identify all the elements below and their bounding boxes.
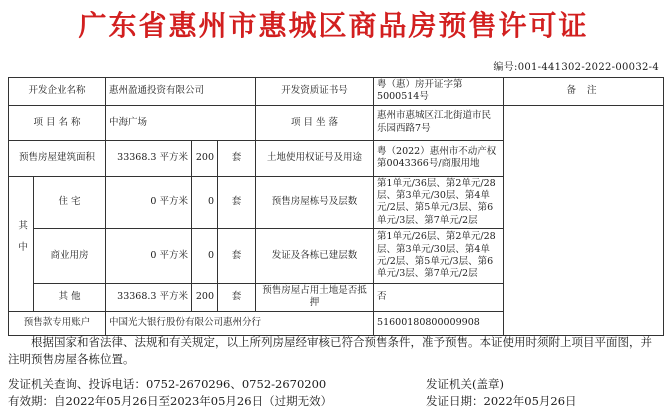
- certificate-title: 广东省惠州市惠城区商品房预售许可证: [78, 9, 589, 42]
- other-label: 其 他: [34, 284, 106, 312]
- issued-label: 发证及各栋已建层数: [256, 229, 374, 284]
- mortgage-label: 预售房屋占用土地是否抵押: [256, 284, 374, 312]
- dev-company-value: 惠州盈通投资有限公司: [106, 78, 256, 106]
- document-number: 编号:001-441302-2022-00032-4: [493, 62, 659, 73]
- project-location-value: 惠州市惠城区江北街道市民乐园西路7号: [374, 105, 504, 140]
- project-name-value: 中海广场: [106, 105, 256, 140]
- account-label: 预售款专用账户: [9, 311, 106, 335]
- residential-sets: 0: [192, 176, 218, 228]
- table-row: [9, 105, 664, 140]
- other-sets-unit: 套: [218, 284, 256, 312]
- commercial-sets-unit: 套: [218, 229, 256, 284]
- issuer-seal: 发证机关(盖章): [426, 377, 504, 391]
- qual-cert-label: 开发资质证书号: [256, 78, 374, 106]
- certificate-table: [8, 77, 664, 336]
- presale-area-label: 预售房屋建筑面积: [9, 140, 106, 176]
- land-cert-value: 粤（2022）惠州市不动产权第0043366号/商服用地: [374, 140, 504, 176]
- group-label: 其中: [9, 176, 34, 311]
- other-sets: 200: [192, 284, 218, 312]
- table-row: [9, 78, 664, 106]
- validity-period: 有效期：自2022年05月26日至2023年05月26日（过期无效）: [8, 394, 333, 408]
- dev-company-label: 开发企业名称: [9, 78, 106, 106]
- residential-area: 0 平方米: [106, 176, 192, 228]
- presale-area-value: 33368.3 平方米: [106, 140, 192, 176]
- date-line: [8, 393, 663, 410]
- issue-date: 发证日期：2022年05月26日: [426, 394, 577, 408]
- account-number: 51600180800009908: [374, 311, 504, 335]
- legal-note: 根据国家和省法律、法规和有关规定，以上所列房屋经审核已符合预售条件，准予预售。本证使用时须附上项目平面图，并注明预售房屋各栋位置。: [8, 335, 652, 367]
- mortgage-value: 否: [374, 284, 504, 312]
- other-area: 33368.3 平方米: [106, 284, 192, 312]
- remark-cell: [504, 105, 664, 335]
- project-name-label: 项 目 名 称: [9, 105, 106, 140]
- remark-label: 备 注: [504, 78, 664, 106]
- commercial-sets: 0: [192, 229, 218, 284]
- presale-sets-value: 200: [192, 140, 218, 176]
- project-location-label: 项 目 坐 落: [256, 105, 374, 140]
- issuer-contact: 发证机关查询、投诉电话：0752-2670296、0752-2670200: [8, 377, 327, 391]
- presale-sets-unit: 套: [218, 140, 256, 176]
- contact-line: [8, 376, 663, 393]
- commercial-area: 0 平方米: [106, 229, 192, 284]
- land-cert-label: 土地使用权证号及用途: [256, 140, 374, 176]
- issued-info: 第1单元/26层、第2单元/28层、第3单元/30层、第4单元/2层、第5单元/3层、第6单元/3层、第7单元/2层: [374, 229, 504, 284]
- building-label: 预售房屋栋号及层数: [256, 176, 374, 228]
- commercial-label: 商业用房: [34, 229, 106, 284]
- qual-cert-value: 粤（惠）房开证字第5000514号: [374, 78, 504, 106]
- residential-label: 住 宅: [34, 176, 106, 228]
- account-bank: 中国光大银行股份有限公司惠州分行: [106, 311, 374, 335]
- building-info: 第1单元/36层、第2单元/28层、第3单元/30层、第4单元/2层、第5单元/3层、第6单元/3层、第7单元/2层: [374, 176, 504, 228]
- residential-sets-unit: 套: [218, 176, 256, 228]
